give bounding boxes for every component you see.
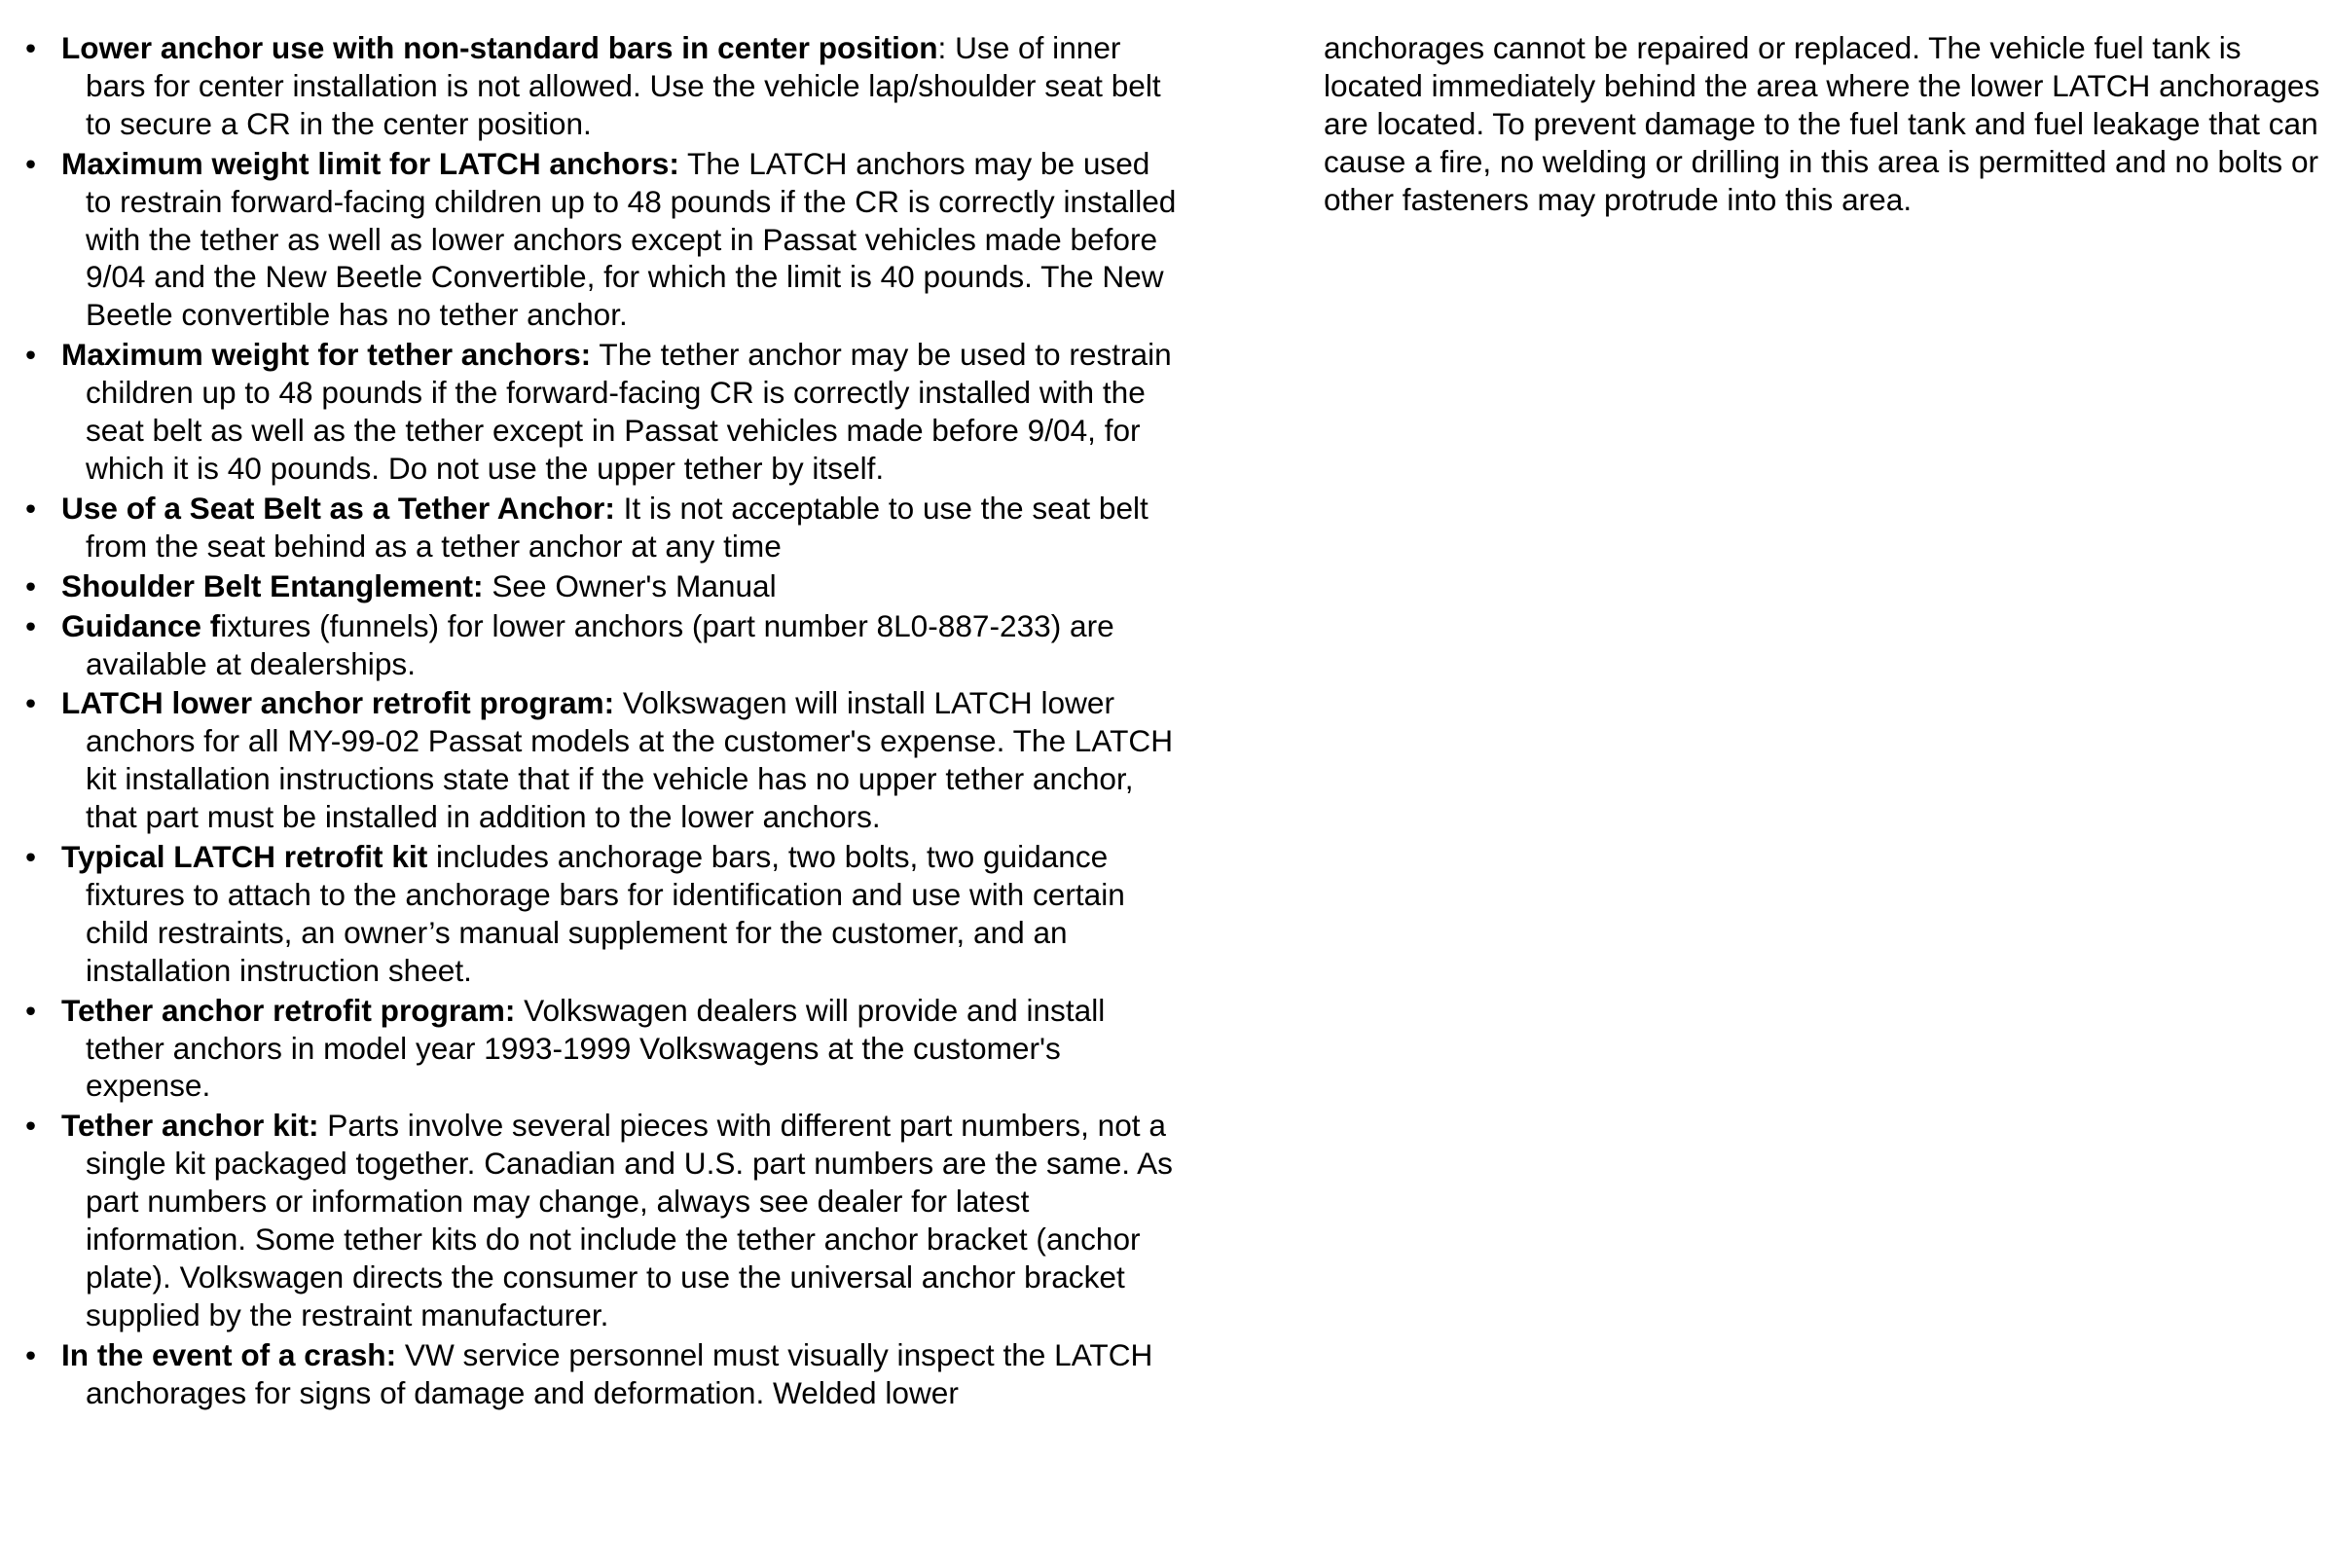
bullet-list bbox=[25, 29, 1184, 1412]
list-item-lead: Guidance f bbox=[61, 607, 221, 643]
left-column bbox=[25, 29, 1184, 1414]
list-item-text bbox=[61, 684, 1184, 836]
bullet-icon: • bbox=[25, 685, 37, 721]
list-item-body: ixtures (funnels) for lower anchors (part number 8L0-887-233) are available at dealerships. bbox=[86, 607, 1114, 681]
list-item-text bbox=[61, 992, 1184, 1106]
list-item-body: includes anchorage bars, two bolts, two guidance fixtures to attach to the anchorage bars for identification and use with certain child restraints, an owner’s manual supplement for the customer, and an installation instruction sheet. bbox=[86, 839, 1125, 988]
bullet-icon: • bbox=[25, 1336, 37, 1372]
list-item-lead: Use of a Seat Belt as a Tether Anchor: bbox=[61, 490, 615, 526]
bullet-icon: • bbox=[25, 145, 37, 181]
bullet-icon: • bbox=[25, 839, 37, 875]
bullet-icon: • bbox=[25, 992, 37, 1028]
list-item-lead: Maximum weight limit for LATCH anchors: bbox=[61, 145, 679, 181]
list-item-text bbox=[61, 1107, 1184, 1333]
continuation-paragraph: anchorages cannot be repaired or replaced. The vehicle fuel tank is located immediately behind the area where the lower LATCH anchorages are located. To prevent damage to the fuel tank and fuel leakage that can cause a fire, no welding or drilling in this area is permitted and no bolts or other fasteners may protrude into this area. bbox=[1324, 30, 2320, 217]
list-item-lead: Lower anchor use with non-standard bars in center position bbox=[61, 30, 938, 65]
list-item-body: It is not acceptable to use the seat belt from the seat behind as a tether anchor at any time bbox=[86, 490, 1148, 564]
bullet-icon: • bbox=[25, 337, 37, 373]
list-item bbox=[25, 336, 1184, 488]
list-item-body: VW service personnel must visually inspect the LATCH anchorages for signs of damage and deformation. Welded lower bbox=[86, 1336, 1153, 1410]
list-item-lead: Tether anchor retrofit program: bbox=[61, 992, 516, 1028]
list-item-lead: LATCH lower anchor retrofit program: bbox=[61, 685, 615, 721]
list-item-text bbox=[61, 1336, 1184, 1412]
list-item-text bbox=[61, 29, 1184, 143]
list-item bbox=[25, 1336, 1184, 1412]
list-item-body: The LATCH anchors may be used to restrain forward-facing children up to 48 pounds if the CR is correctly installed with the tether as well as lower anchors except in Passat vehicles made before 9/04 and the New Beetle Convertible, for which the limit is 40 pounds. The New Beetle convertible has no tether anchor. bbox=[86, 145, 1177, 333]
list-item bbox=[25, 684, 1184, 836]
list-item-text bbox=[61, 607, 1184, 683]
bullet-icon: • bbox=[25, 567, 37, 603]
list-item-body: : Use of inner bars for center installation is not allowed. Use the vehicle lap/shoulder seat belt to secure a CR in the center position. bbox=[86, 30, 1161, 141]
list-item-text bbox=[61, 145, 1184, 335]
bullet-icon: • bbox=[25, 607, 37, 643]
list-item-text bbox=[61, 838, 1184, 990]
list-item-lead: Maximum weight for tether anchors: bbox=[61, 337, 592, 373]
list-item-text bbox=[61, 567, 1184, 605]
list-item bbox=[25, 29, 1184, 143]
list-item bbox=[25, 490, 1184, 565]
list-item-text bbox=[61, 490, 1184, 565]
list-item-lead: Typical LATCH retrofit kit bbox=[61, 839, 428, 875]
list-item-body: The tether anchor may be used to restrain children up to 48 pounds if the forward-facing CR is correctly installed with the seat belt as well as the tether except in Passat vehicles made before 9/04, for which it is 40 pounds. Do not use the upper tether by itself. bbox=[86, 337, 1172, 486]
list-item-body: Parts involve several pieces with different part numbers, not a single kit packaged together. Canadian and U.S. part numbers are the same. As part numbers or information may change, always see dealer for latest information. Some tether kits do not include the tether anchor bracket (anchor plate). Volkswagen directs the consumer to use the universal anchor bracket supplied by the restraint manufacturer. bbox=[86, 1108, 1173, 1332]
right-column bbox=[1324, 29, 2333, 219]
list-item bbox=[25, 567, 1184, 605]
list-item-lead: Tether anchor kit: bbox=[61, 1108, 319, 1144]
bullet-icon: • bbox=[25, 1108, 37, 1144]
list-item bbox=[25, 838, 1184, 990]
list-item bbox=[25, 1107, 1184, 1333]
list-item-text bbox=[61, 336, 1184, 488]
list-item bbox=[25, 607, 1184, 683]
bullet-icon: • bbox=[25, 30, 37, 65]
list-item-body: Volkswagen will install LATCH lower anchors for all MY-99-02 Passat models at the customer's expense. The LATCH kit installation instructions state that if the vehicle has no upper tether anchor, that part must be installed in addition to the lower anchors. bbox=[86, 685, 1174, 835]
list-item-body: See Owner's Manual bbox=[483, 567, 777, 603]
bullet-icon: • bbox=[25, 490, 37, 526]
list-item-body: Volkswagen dealers will provide and install tether anchors in model year 1993-1999 Volkswagens at the customer's expense. bbox=[86, 992, 1106, 1104]
list-item-lead: In the event of a crash: bbox=[61, 1336, 397, 1372]
list-item bbox=[25, 145, 1184, 335]
list-item bbox=[25, 992, 1184, 1106]
list-item-lead: Shoulder Belt Entanglement: bbox=[61, 567, 484, 603]
